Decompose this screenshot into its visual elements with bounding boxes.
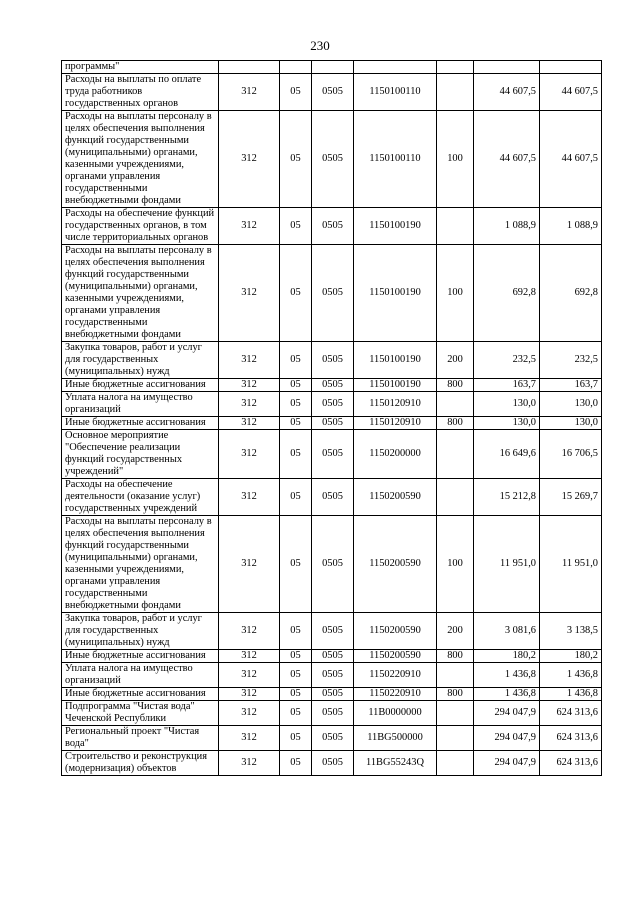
row-type-cell: 800 [437,688,474,701]
row-name-cell: Расходы на обеспечение функций государственных органов, в том числе территориальных органов [62,208,219,245]
row-subsection-cell: 0505 [312,701,354,726]
row-target-cell: 1150100190 [354,379,437,392]
row-name-cell: Уплата налога на имущество организаций [62,663,219,688]
row-section-cell: 05 [280,688,312,701]
row-code-cell: 312 [219,479,280,516]
row-target-cell [354,61,437,74]
row-amount-2-cell: 44 607,5 [540,111,602,208]
row-type-cell [437,751,474,776]
row-section-cell: 05 [280,516,312,613]
row-type-cell: 100 [437,245,474,342]
table-row [62,379,602,392]
row-amount-1-cell: 294 047,9 [474,726,540,751]
row-code-cell: 312 [219,663,280,688]
row-amount-2-cell: 15 269,7 [540,479,602,516]
row-target-cell: 1150200590 [354,479,437,516]
table-row [62,726,602,751]
row-subsection-cell: 0505 [312,663,354,688]
row-amount-1-cell: 163,7 [474,379,540,392]
table-row [62,688,602,701]
row-amount-1-cell: 44 607,5 [474,111,540,208]
row-type-cell [437,701,474,726]
row-amount-2-cell: 163,7 [540,379,602,392]
row-type-cell: 200 [437,342,474,379]
row-amount-2-cell: 3 138,5 [540,613,602,650]
budget-table-body [62,61,602,776]
row-section-cell: 05 [280,392,312,417]
page-number: 230 [310,38,330,53]
row-type-cell [437,74,474,111]
table-row [62,479,602,516]
row-amount-2-cell: 232,5 [540,342,602,379]
row-amount-2-cell: 624 313,6 [540,701,602,726]
row-target-cell: 1150220910 [354,688,437,701]
row-type-cell [437,479,474,516]
row-subsection-cell: 0505 [312,751,354,776]
table-row [62,650,602,663]
row-type-cell [437,430,474,479]
row-amount-1-cell: 1 088,9 [474,208,540,245]
table-row [62,208,602,245]
row-amount-2-cell: 624 313,6 [540,726,602,751]
row-amount-1-cell: 44 607,5 [474,74,540,111]
row-amount-2-cell: 1 436,8 [540,688,602,701]
row-amount-1-cell: 130,0 [474,417,540,430]
row-name-cell: Расходы на обеспечение деятельности (оказание услуг) государственных учреждений [62,479,219,516]
row-amount-1-cell: 11 951,0 [474,516,540,613]
row-subsection-cell [312,61,354,74]
row-amount-1-cell: 1 436,8 [474,688,540,701]
row-target-cell: 11В0000000 [354,701,437,726]
row-amount-2-cell: 44 607,5 [540,74,602,111]
row-type-cell [437,61,474,74]
row-subsection-cell: 0505 [312,245,354,342]
row-subsection-cell: 0505 [312,111,354,208]
row-amount-1-cell: 294 047,9 [474,701,540,726]
row-amount-1-cell: 3 081,6 [474,613,540,650]
row-name-cell: Расходы на выплаты персоналу в целях обеспечения выполнения функций государственными (муниципальными) органами, казенными учреждениями, органами управления государственными внебюджетными фондами [62,245,219,342]
row-amount-1-cell [474,61,540,74]
row-section-cell: 05 [280,430,312,479]
row-amount-2-cell: 130,0 [540,417,602,430]
row-code-cell: 312 [219,726,280,751]
row-subsection-cell: 0505 [312,342,354,379]
row-name-cell: Закупка товаров, работ и услуг для государственных (муниципальных) нужд [62,342,219,379]
row-name-cell: Иные бюджетные ассигнования [62,650,219,663]
row-section-cell: 05 [280,417,312,430]
row-subsection-cell: 0505 [312,516,354,613]
row-subsection-cell: 0505 [312,208,354,245]
table-row [62,61,602,74]
row-subsection-cell: 0505 [312,688,354,701]
row-target-cell: 1150100190 [354,342,437,379]
row-amount-2-cell: 692,8 [540,245,602,342]
row-name-cell: программы" [62,61,219,74]
row-target-cell: 1150200590 [354,650,437,663]
table-row [62,245,602,342]
row-subsection-cell: 0505 [312,430,354,479]
row-code-cell: 312 [219,342,280,379]
row-target-cell: 1150100190 [354,245,437,342]
row-subsection-cell: 0505 [312,613,354,650]
row-code-cell: 312 [219,208,280,245]
row-section-cell: 05 [280,245,312,342]
row-code-cell: 312 [219,516,280,613]
row-code-cell: 312 [219,74,280,111]
row-section-cell: 05 [280,650,312,663]
row-section-cell: 05 [280,208,312,245]
row-code-cell: 312 [219,392,280,417]
row-section-cell: 05 [280,613,312,650]
row-code-cell: 312 [219,613,280,650]
row-type-cell: 800 [437,650,474,663]
row-name-cell: Иные бюджетные ассигнования [62,688,219,701]
row-type-cell [437,392,474,417]
row-type-cell [437,208,474,245]
row-amount-1-cell: 1 436,8 [474,663,540,688]
row-subsection-cell: 0505 [312,379,354,392]
row-target-cell: 1150100190 [354,208,437,245]
row-name-cell: Уплата налога на имущество организаций [62,392,219,417]
row-code-cell: 312 [219,701,280,726]
row-amount-1-cell: 15 212,8 [474,479,540,516]
row-type-cell: 100 [437,111,474,208]
table-row [62,392,602,417]
row-section-cell: 05 [280,379,312,392]
row-subsection-cell: 0505 [312,650,354,663]
row-name-cell: Расходы на выплаты персоналу в целях обеспечения выполнения функций государственными (муниципальными) органами, казенными учреждениями, органами управления государственными внебюджетными фондами [62,516,219,613]
row-target-cell: 11ВG500000 [354,726,437,751]
row-target-cell: 1150200590 [354,613,437,650]
row-subsection-cell: 0505 [312,74,354,111]
row-name-cell: Закупка товаров, работ и услуг для государственных (муниципальных) нужд [62,613,219,650]
row-section-cell: 05 [280,342,312,379]
row-name-cell: Иные бюджетные ассигнования [62,379,219,392]
row-section-cell: 05 [280,751,312,776]
table-row [62,74,602,111]
row-code-cell: 312 [219,688,280,701]
row-code-cell: 312 [219,245,280,342]
row-amount-2-cell: 1 088,9 [540,208,602,245]
row-name-cell: Иные бюджетные ассигнования [62,417,219,430]
row-section-cell: 05 [280,111,312,208]
row-section-cell: 05 [280,701,312,726]
row-type-cell: 200 [437,613,474,650]
table-row [62,516,602,613]
budget-table [61,60,602,776]
table-row [62,751,602,776]
row-target-cell: 1150120910 [354,417,437,430]
row-code-cell: 312 [219,111,280,208]
table-row [62,613,602,650]
row-amount-2-cell: 1 436,8 [540,663,602,688]
row-section-cell: 05 [280,726,312,751]
row-target-cell: 1150200590 [354,516,437,613]
row-target-cell: 1150120910 [354,392,437,417]
row-subsection-cell: 0505 [312,479,354,516]
table-row [62,111,602,208]
row-type-cell: 800 [437,379,474,392]
row-type-cell: 800 [437,417,474,430]
row-name-cell: Региональный проект "Чистая вода" [62,726,219,751]
row-subsection-cell: 0505 [312,417,354,430]
row-amount-1-cell: 180,2 [474,650,540,663]
row-subsection-cell: 0505 [312,726,354,751]
row-amount-1-cell: 294 047,9 [474,751,540,776]
row-type-cell: 100 [437,516,474,613]
row-code-cell: 312 [219,650,280,663]
table-row [62,430,602,479]
table-row [62,342,602,379]
row-section-cell: 05 [280,663,312,688]
row-section-cell: 05 [280,479,312,516]
row-amount-1-cell: 692,8 [474,245,540,342]
row-amount-2-cell: 16 706,5 [540,430,602,479]
row-target-cell: 1150100110 [354,74,437,111]
row-type-cell [437,726,474,751]
row-amount-1-cell: 232,5 [474,342,540,379]
row-amount-2-cell: 180,2 [540,650,602,663]
row-amount-1-cell: 16 649,6 [474,430,540,479]
row-amount-2-cell: 624 313,6 [540,751,602,776]
row-amount-2-cell: 130,0 [540,392,602,417]
row-target-cell: 11ВG55243Q [354,751,437,776]
row-target-cell: 1150220910 [354,663,437,688]
row-amount-2-cell: 11 951,0 [540,516,602,613]
row-section-cell: 05 [280,74,312,111]
row-code-cell: 312 [219,751,280,776]
row-name-cell: Подпрограмма "Чистая вода" Чеченской Республики [62,701,219,726]
row-target-cell: 1150100110 [354,111,437,208]
row-amount-2-cell [540,61,602,74]
row-code-cell: 312 [219,430,280,479]
row-name-cell: Основное мероприятие "Обеспечение реализации функций государственных учреждений" [62,430,219,479]
table-row [62,701,602,726]
row-code-cell [219,61,280,74]
row-code-cell: 312 [219,379,280,392]
row-amount-1-cell: 130,0 [474,392,540,417]
row-subsection-cell: 0505 [312,392,354,417]
row-type-cell [437,663,474,688]
row-code-cell: 312 [219,417,280,430]
row-name-cell: Расходы на выплаты по оплате труда работников государственных органов [62,74,219,111]
row-name-cell: Расходы на выплаты персоналу в целях обеспечения выполнения функций государственными (муниципальными) органами, казенными учреждениями, органами управления государственными внебюджетными фондами [62,111,219,208]
table-row [62,417,602,430]
row-name-cell: Строительство и реконструкция (модернизация) объектов [62,751,219,776]
row-section-cell [280,61,312,74]
row-target-cell: 1150200000 [354,430,437,479]
table-row [62,663,602,688]
